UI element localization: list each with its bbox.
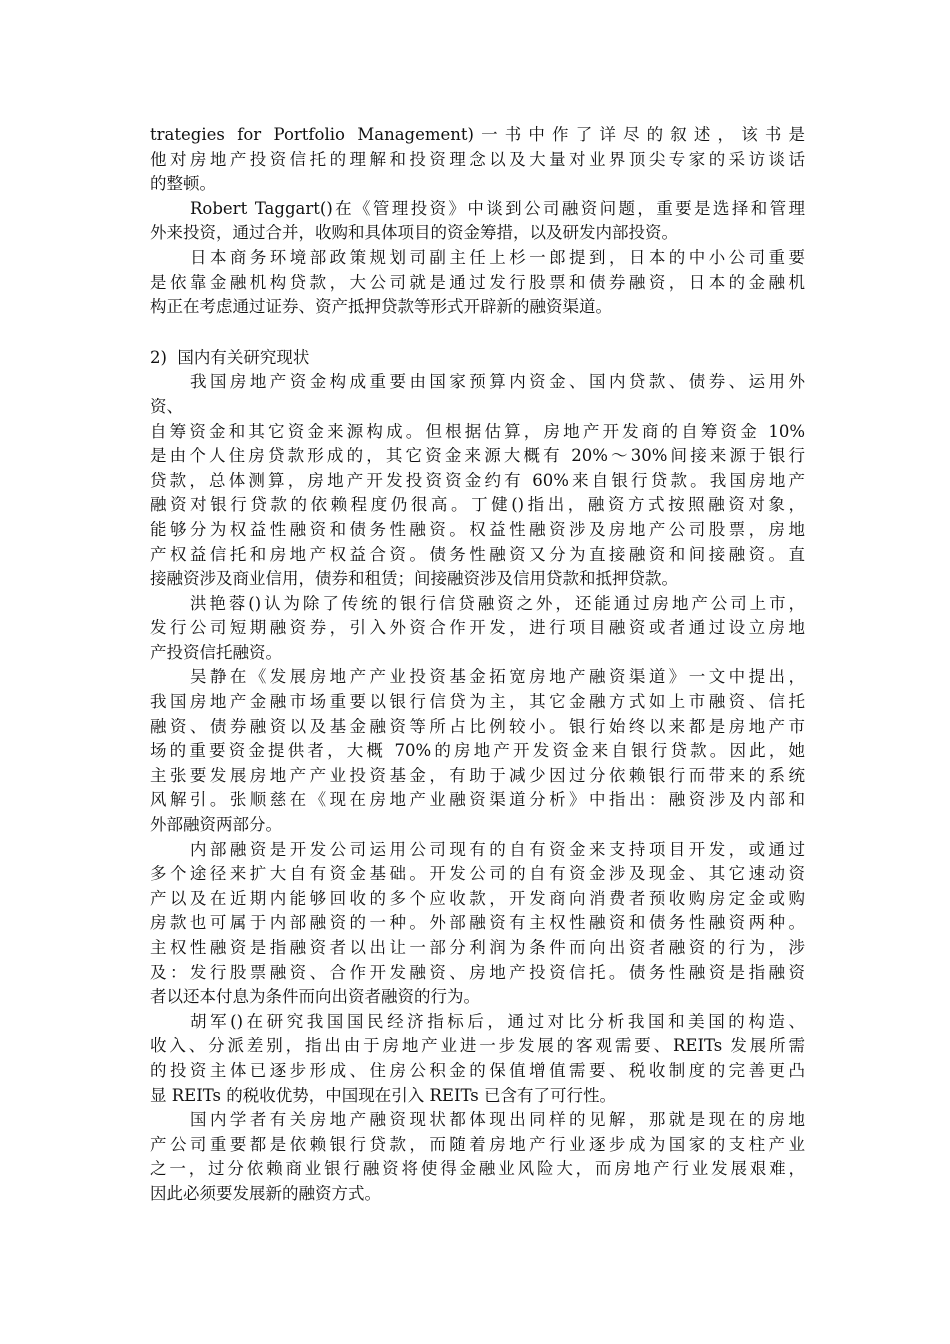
text-line: 是由个人住房贷款形成的，其它资金来源大概有 20%～30%间接来源于银行: [150, 446, 805, 466]
text-line: 主权性融资是指融资者以出让一部分利润为条件而向出资者融资的行为，涉: [150, 938, 805, 957]
text-line: 内部融资是开发公司运用公司现有的自有资金来支持项目开发，或通过: [190, 839, 805, 859]
text-line: 者以还本付息为条件而向出资者融资的行为。: [150, 987, 480, 1007]
text-line: 风解引。张顺慈在《现在房地产业融资渠道分析》中指出：融资涉及内部和: [150, 790, 805, 810]
text-line: 及：发行股票融资、合作开发融资、房地产投资信托。债务性融资是指融资: [150, 962, 805, 982]
text-line: 的投资主体已逐步形成、住房公积金的保值增值需要、税收制度的完善更凸: [150, 1060, 805, 1080]
text-line: 外部融资两部分。: [150, 815, 282, 835]
text-line: 是依靠金融机构贷款，大公司就是通过发行股票和债券融资，日本的金融机: [150, 272, 805, 292]
text-line: 房款也可属于内部融资的一种。外部融资有主权性融资和债务性融资两种。: [150, 913, 805, 933]
text-line: 国内学者有关房地产融资现状都体现出同样的见解，那就是现在的房地: [190, 1110, 805, 1130]
text-line: 主张要发展房地产产业投资基金，有助于减少因过分依赖银行而带来的系统: [150, 765, 805, 785]
text-line: 之一，过分依赖商业银行融资将使得金融业风险大，而房地产行业发展艰难，: [150, 1159, 805, 1179]
text-line: 融资对银行贷款的依赖程度仍很高。丁健()指出，融资方式按照融资对象，: [150, 495, 805, 515]
text-line: 的整顿。: [150, 174, 216, 194]
text-line: 我国房地产金融市场重要以银行信贷为主，其它金融方式如上市融资、信托: [150, 692, 805, 712]
text-line: 显 REITs 的税收优势，中国现在引入 REITs 已含有了可行性。: [150, 1085, 616, 1105]
text-line: 胡军()在研究我国国民经济指标后，通过对比分析我国和美国的构造、: [190, 1011, 805, 1031]
text-line: 产投资信托融资。: [150, 642, 282, 662]
text-line: 贷款，总体测算，房地产开发投资资金约有 60%来自银行贷款。我国房地产: [150, 470, 805, 490]
text-line: 他对房地产投资信托的理解和投资理念以及大量对业界顶尖专家的采访谈话: [150, 149, 805, 169]
text-line: 吴静在《发展房地产产业投资基金拓宽房地产融资渠道》一文中提出，: [190, 667, 805, 687]
paragraph: [150, 197, 805, 246]
paragraph: [150, 665, 805, 837]
text-line: 收入、分派差别，指出由于房地产业进一步发展的客观需要、REITs 发展所需: [150, 1036, 805, 1056]
paragraph: [150, 123, 805, 197]
text-line: trategies for Portfolio Management)一书中作了详尽的叙述，该书是: [150, 125, 805, 144]
section-heading: 2) 国内有关研究现状: [150, 347, 310, 367]
text-line: 产权益信托和房地产权益合资。债务性融资又分为直接融资和间接融资。直: [150, 544, 805, 564]
text-line: 产公司重要都是依赖银行贷款，而随着房地产行业逐步成为国家的支柱产业: [150, 1134, 805, 1154]
text-line: 场的重要资金提供者，大概 70%的房地产开发资金来自银行贷款。因此，她: [150, 741, 805, 761]
paragraph: [150, 246, 805, 320]
paragraph: [150, 592, 805, 666]
text-line: 能够分为权益性融资和债务性融资。权益性融资涉及房地产公司股票，房地: [150, 519, 805, 539]
document-page: [150, 123, 805, 1207]
text-line: 融资、债券融资以及基金融资等所占比例较小。银行始终以来都是房地产市: [150, 716, 805, 736]
text-line: 日本商务环境部政策规划司副主任上杉一郎提到，日本的中小公司重要: [190, 247, 805, 267]
text-line: Robert Taggart()在《管理投资》中谈到公司融资问题，重要是选择和管理: [190, 198, 805, 218]
text-line: 产以及在近期内能够回收的多个应收款，开发商向消费者预收购房定金或购: [150, 888, 805, 908]
paragraph: [150, 370, 805, 591]
paragraph: [150, 838, 805, 1010]
paragraph: [150, 1010, 805, 1108]
paragraph: [150, 1108, 805, 1206]
text-line: 外来投资，通过合并，收购和具体项目的资金筹措，以及研发内部投资。: [150, 223, 678, 243]
paragraph-gap: [150, 320, 805, 346]
text-line: 洪艳蓉()认为除了传统的银行信贷融资之外，还能通过房地产公司上市，: [190, 593, 805, 613]
text-line: 自筹资金和其它资金来源构成。但根据估算，房地产开发商的自筹资金 10%: [150, 421, 805, 441]
text-line: 接融资涉及商业信用，债券和租赁；间接融资涉及信用贷款和抵押贷款。: [150, 569, 678, 589]
text-line: 发行公司短期融资券，引入外资合作开发，进行项目融资或者通过设立房地: [150, 618, 805, 638]
text-line: 因此必须要发展新的融资方式。: [150, 1183, 381, 1203]
text-line: 我国房地产资金构成重要由国家预算内资金、国内贷款、债券、运用外: [190, 372, 805, 392]
text-line: 资、: [150, 396, 183, 416]
text-line: 多个途径来扩大自有资金基础。开发公司的自有资金涉及现金、其它速动资: [150, 864, 805, 884]
text-line: 构正在考虑通过证券、资产抵押贷款等形式开辟新的融资渠道。: [150, 297, 612, 317]
